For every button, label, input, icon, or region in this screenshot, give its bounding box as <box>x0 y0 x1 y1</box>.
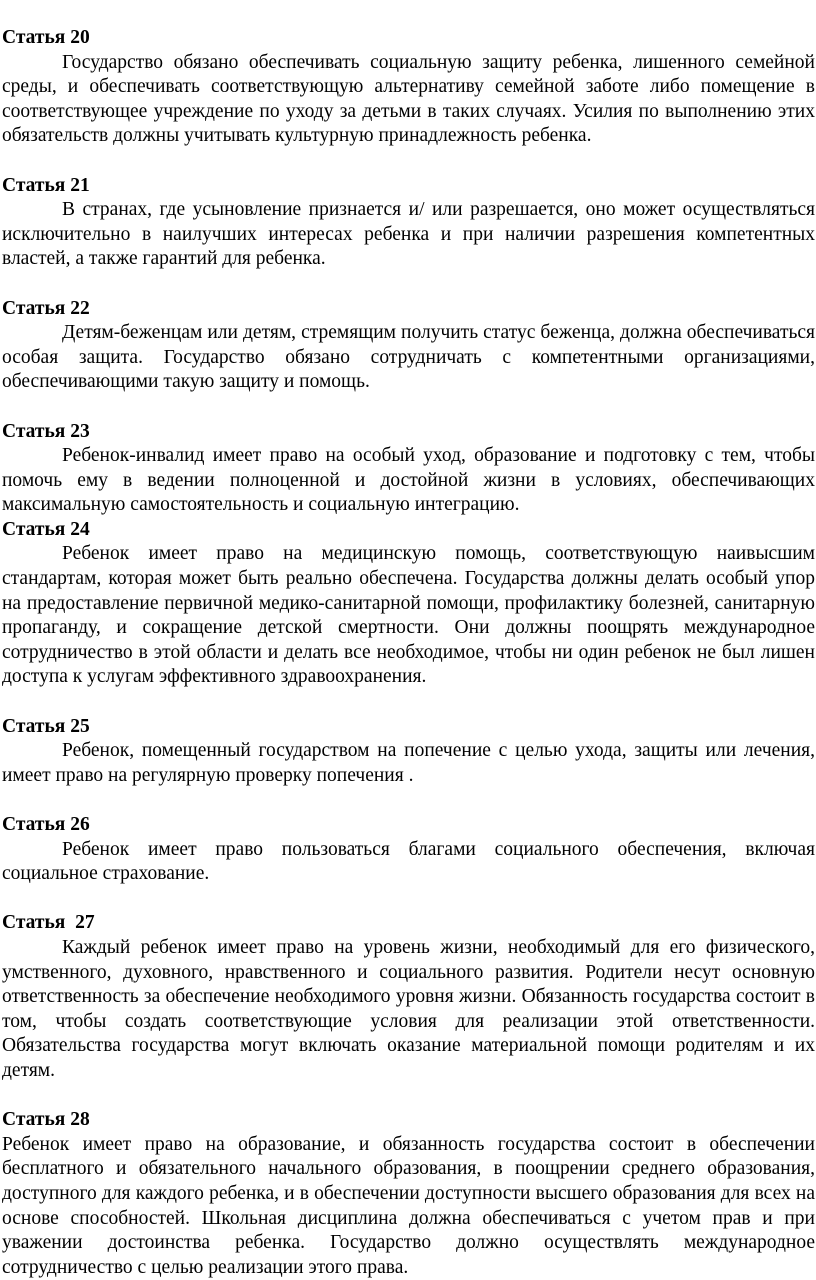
document-page <box>0 26 816 1280</box>
article-title: Статья 28 <box>2 1109 90 1131</box>
article-title: Статья 27 <box>2 912 95 934</box>
article-24 <box>2 518 815 690</box>
article-21 <box>2 174 815 272</box>
paragraph-spacer <box>2 149 815 174</box>
article-27 <box>2 911 815 1083</box>
article-title: Статья 24 <box>2 518 90 540</box>
article-20 <box>2 26 815 149</box>
paragraph-spacer <box>2 272 815 297</box>
article-text: Ребенок-инвалид имеет право на особый уход, образование и подготовку с тем, чтобы помочь ему в ведении полноценной и достойной жизни в условиях, обеспечивающих максимальную самостоятельность и социальную интеграцию. <box>2 445 815 516</box>
article-22 <box>2 297 815 395</box>
article-23 <box>2 420 815 518</box>
article-title: Статья 25 <box>2 715 90 737</box>
article-title: Статья 26 <box>2 814 90 835</box>
article-28 <box>2 1108 815 1280</box>
paragraph-spacer <box>2 887 815 912</box>
article-26 <box>2 813 815 887</box>
article-text: В странах, где усыновление признается и/ или разрешается, оно может осуществляться исключительно в наилучших интересах ребенка и при наличии разрешения компетентных властей, а также гарантий для ребенка. <box>2 199 815 270</box>
article-text: Ребенок имеет право на медицинскую помощь, соответствующую наивысшим стандартам, которая может быть реально обеспечена. Государства должны делать особый упор на предоставление первичной медико-санитарной помощи, профилактику болезней, санитарную пропаганду, и сокращение детской смертности. Они должны поощрять международное сотрудничество в этой области и делать все необходимое, чтобы ни один ребенок не был лишен доступа к услугам эффективного здравоохранения. <box>2 543 815 688</box>
paragraph-spacer <box>2 690 815 715</box>
article-title: Статья 23 <box>2 420 90 442</box>
paragraph-spacer <box>2 395 815 420</box>
article-25 <box>2 715 815 789</box>
article-title: Статья 21 <box>2 174 90 196</box>
article-text: Каждый ребенок имеет право на уровень жизни, необходимый для его физического, умственного, духовного, нравственного и социального развития. Родители несут основную ответственность за обеспечение необходимого уровня жизни. Обязанность государства состоит в том, чтобы создать соответствующие условия для реализации этой ответственности. Обязательства государства могут включать оказание материальной помощи родителям и их детям. <box>2 936 815 1081</box>
article-text: Государство обязано обеспечивать социальную защиту ребенка, лишенного семейной среды, и обеспечивать соответствующую альтернативу семейной заботе либо помещение в соответствующее учреждение по уходу за детьми в таких случаях. Усилия по выполнению этих обязательств должны учитывать культурную принадлежность ребенка. <box>2 51 815 147</box>
article-text: Ребенок, помещенный государством на попечение с целью ухода, защиты или лечения, имеет право на регулярную проверку попечения . <box>2 740 815 786</box>
article-text: Ребенок имеет право на образование, и обязанность государства состоит в обеспечении бесплатного и обязательного начального образования, в поощрении среднего образования, доступного для каждого ребенка, и в обеспечении доступности высшего образования для всех на основе способностей. Школьная дисциплина должна обеспечиваться с учетом прав и при уважении достоинства ребенка. Государство должно осуществлять международное сотрудничество с целью реализации этого права. <box>2 1133 815 1278</box>
article-title: Статья 22 <box>2 297 90 319</box>
article-text: Детям-беженцам или детям, стремящим получить статус беженца, должна обеспечиваться особая защита. Государство обязано сотрудничать с компетентными организациями, обеспечивающими такую защиту и помощь. <box>2 322 815 393</box>
article-title: Статья 20 <box>2 27 90 48</box>
paragraph-spacer <box>2 1084 815 1109</box>
paragraph-spacer <box>2 788 815 813</box>
article-text: Ребенок имеет право пользоваться благами социального обеспечения, включая социальное страхование. <box>2 838 815 885</box>
